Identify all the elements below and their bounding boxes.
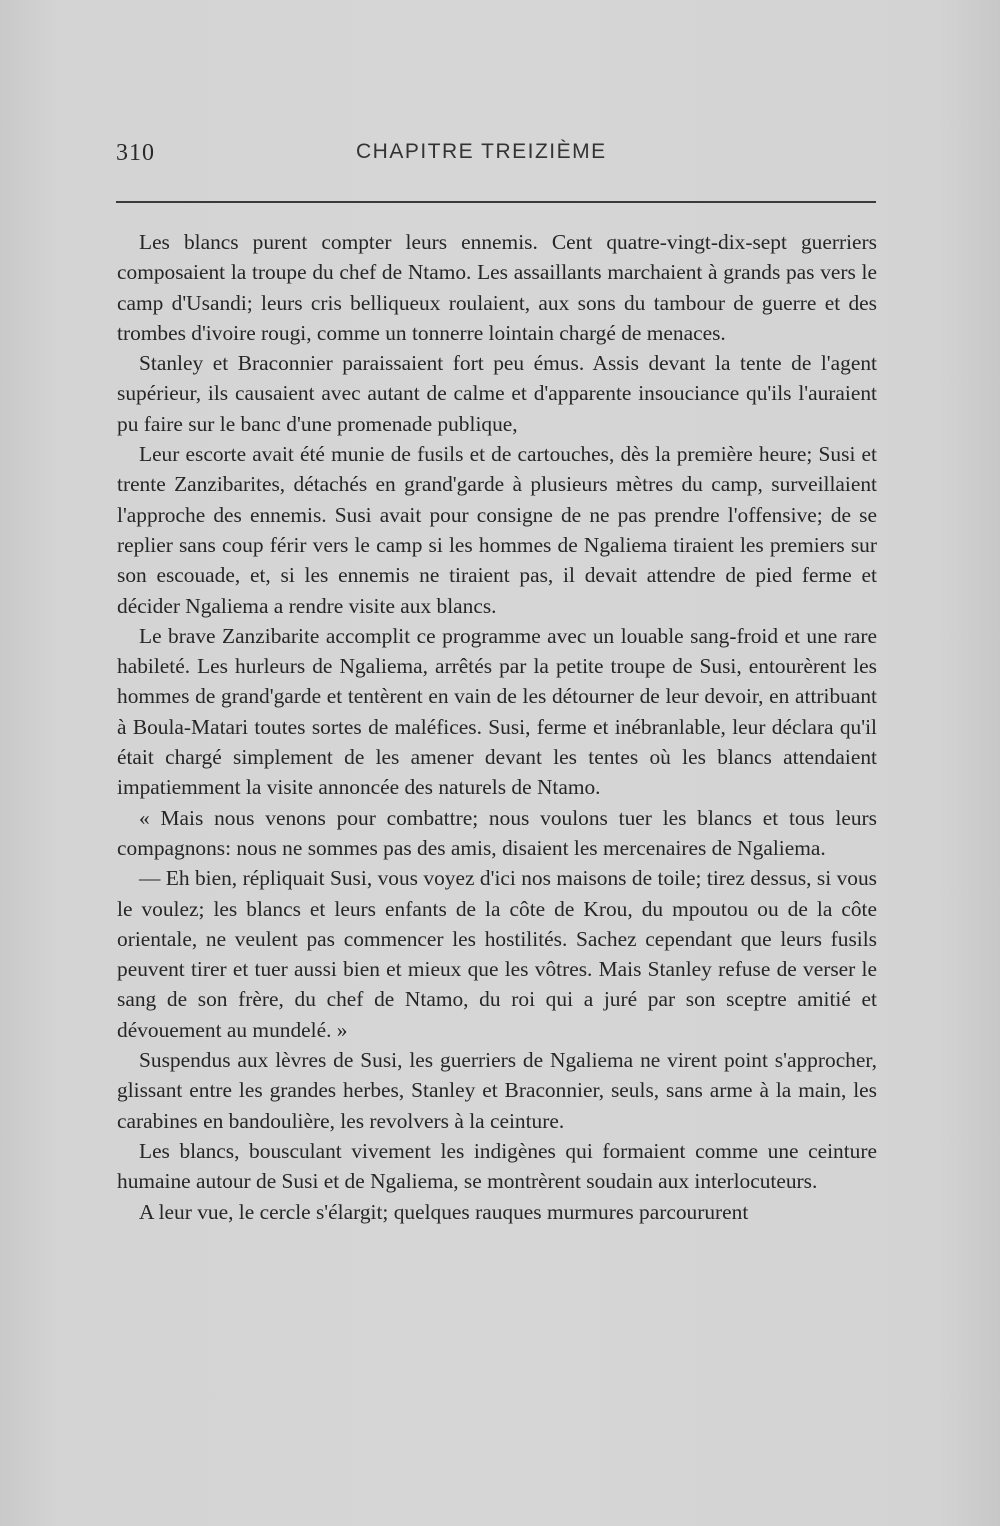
paragraph: A leur vue, le cercle s'élargit; quelques rauques murmures parcoururent [139, 1199, 749, 1224]
body-text [117, 227, 877, 1227]
paragraph: Stanley et Braconnier paraissaient fort peu émus. Assis devant la tente de l'agent supérieur, ils causaient avec autant de calme et d'apparente insouciance qu'ils l'auraient pu faire sur le banc d'une promenade publique, [117, 351, 877, 436]
paragraph: Leur escorte avait été munie de fusils et de cartouches, dès la première heure; Susi et trente Zanzibarites, détachés en grand'garde à plusieurs mètres du camp, surveillaient l'approche des ennemis. Susi avait pour consigne de ne pas prendre l'offensive; de se replier sans coup férir vers le camp si les hommes de Ngaliema tiraient les premiers sur son escouade, et, si les ennemis ne tiraient pas, il devait attendre de pied ferme et décider Ngaliema a rendre visite aux blancs. [117, 442, 877, 618]
page-number: 310 [116, 140, 155, 166]
paragraph: « Mais nous venons pour combattre; nous voulons tuer les blancs et tous leurs compagnons: nous ne sommes pas des amis, disaient les mercenaires de Ngaliema. [117, 805, 877, 860]
paragraph: Les blancs purent compter leurs ennemis. Cent quatre-vingt-dix-sept guerriers composaient la troupe du chef de Ntamo. Les assaillants marchaient à grands pas vers le camp d'Usandi; leurs cris belliqueux roulaient, aux sons du tambour de guerre et des trombes d'ivoire rougi, comme un tonnerre lointain chargé de menaces. [117, 230, 877, 345]
header-rule [116, 201, 876, 203]
paragraph: Les blancs, bousculant vivement les indigènes qui formaient comme une ceinture humaine autour de Susi et de Ngaliema, se montrèrent soudain aux interlocuteurs. [117, 1138, 877, 1194]
page-header [116, 140, 876, 180]
paragraph: Le brave Zanzibarite accomplit ce programme avec un louable sang-froid et une rare habileté. Les hurleurs de Ngaliema, arrêtés par la petite troupe de Susi, entourèrent les hommes de grand'garde et tentèrent en vain de les détourner de leur devoir, en attribuant à Boula-Matari toutes sortes de maléfices. Susi, ferme et inébranlable, leur déclara qu'il était chargé simplement de les amener devant les tentes où les blancs attendaient impatiemment la visite annoncée des naturels de Ntamo. [117, 623, 877, 800]
paragraph: Suspendus aux lèvres de Susi, les guerriers de Ngaliema ne virent point s'approcher, glissant entre les grandes herbes, Stanley et Braconnier, seuls, sans arme à la main, les carabines en bandoulière, les revolvers à la ceinture. [117, 1048, 877, 1133]
running-title: CHAPITRE TREIZIÈME [356, 140, 607, 163]
paragraph: — Eh bien, répliquait Susi, vous voyez d'ici nos maisons de toile; tirez dessus, si vous le voulez; les blancs et leurs enfants de la côte de Krou, du mpoutou ou de la côte orientale, ne veulent pas commencer les hostilités. Sachez cependant que leurs fusils peuvent tirer et tuer aussi bien et mieux que les vôtres. Mais Stanley refuse de verser le sang de son frère, du chef de Ntamo, du roi qui a juré par son sceptre amitié et dévouement au mundelé. » [117, 866, 877, 1042]
